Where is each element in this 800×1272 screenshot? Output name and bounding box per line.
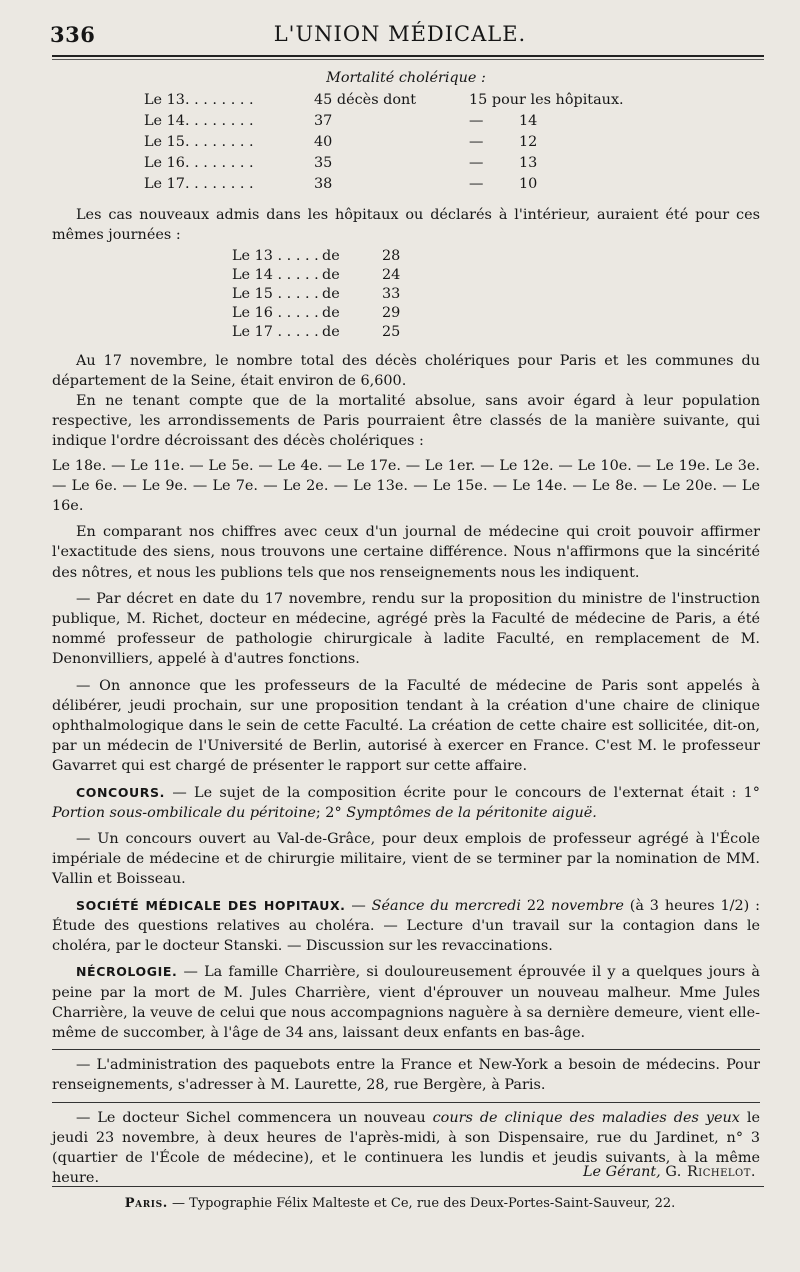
day-cell: Le 14 . . . . .	[232, 266, 319, 283]
gerant-signature	[583, 1164, 756, 1180]
paragraph-val-de-grace: — Un concours ouvert au Val-de-Grâce, pour deux emplois de professeur agrégé à l'École impériale de médecine et de chirurgie militaire, vient de se terminer par la nomination de MM. Vallin et Boisseau.	[52, 831, 760, 888]
concours-paragraph	[52, 783, 760, 823]
concours-subject-1: Portion sous-ombilicale du péritoine	[52, 804, 316, 821]
gerant-label: Le Gérant,	[583, 1164, 661, 1180]
paragraph-richet: — Par décret en date du 17 novembre, rendu sur la proposition du ministre de l'instruction publique, M. Richet, docteur en médecine, agrégé près la Faculté de médecine de Paris, a été nommé professeur de pathologie chirurgicale à ladite Faculté, en remplacement de M. Denonvilliers, appelé à d'autres fonctions.	[52, 590, 760, 668]
header-rule-thin	[52, 59, 764, 60]
de-cell: de	[322, 247, 340, 264]
day-cell: Le 17. . . . . . . .	[144, 176, 254, 193]
new-cases-row	[232, 303, 760, 322]
footer-text: — Typographie Félix Malteste et Ce, rue des Deux-Portes-Saint-Sauveur, 22.	[167, 1196, 676, 1211]
count-cell: 25	[382, 323, 401, 340]
mortality-row	[144, 111, 760, 132]
day-cell: Le 15 . . . . .	[232, 285, 319, 302]
new-cases-row	[232, 322, 760, 341]
necrologie-text: — La famille Charrière, si douloureusement éprouvée il y a quelques jours à peine par la mort de M. Jules Charrière, vient d'éprouver un nouveau malheur. Mme Jules Charrière, la veuve de celui que nous accompagnions naguère à sa dernière demeure, vient elle-même de succomber, à l'âge de 34 ans, laissant deux enfants en bas-âge.	[52, 964, 760, 1041]
dash-cell: —	[469, 113, 484, 130]
de-cell: de	[322, 304, 340, 321]
footer-rule	[52, 1186, 764, 1187]
count-cell: 29	[382, 304, 401, 321]
new-cases-row	[232, 246, 760, 265]
hospital-cell: 14	[519, 113, 538, 130]
paragraph-order: En ne tenant compte que de la mortalité absolue, sans avoir égard à leur population respective, les arrondissements de Paris pourraient être classés de la manière suivante, qui indique l'ordre décroissant des décès cholériques :	[52, 393, 760, 450]
new-cases-intro: Les cas nouveaux admis dans les hôpitaux ou déclarés à l'intérieur, auraient été pour ces mêmes journées :	[52, 207, 760, 244]
new-cases-row	[232, 265, 760, 284]
section-divider	[52, 1049, 760, 1050]
concours-subject-2: Symptômes de la péritonite aiguë.	[346, 804, 597, 821]
deaths-cell: 35	[314, 155, 333, 172]
article-body	[52, 68, 760, 1188]
sichel-text-a: — Le docteur Sichel commencera un nouveau	[76, 1109, 433, 1126]
count-cell: 28	[382, 247, 401, 264]
deaths-cell: 38	[314, 176, 333, 193]
hospital-cell: 12	[519, 134, 538, 151]
day-cell: Le 14. . . . . . . .	[144, 113, 254, 130]
hospital-cell: 15 pour les hôpitaux.	[469, 92, 624, 109]
hospital-cell: 13	[519, 155, 538, 172]
deaths-cell: 37	[314, 113, 333, 130]
new-cases-row	[232, 284, 760, 303]
journal-title: L'UNION MÉDICALE.	[273, 22, 527, 46]
necrologie-label: NÉCROLOGIE.	[76, 964, 178, 980]
hospital-cell: 10	[519, 176, 538, 193]
mortality-row	[144, 174, 760, 195]
de-cell: de	[322, 285, 340, 302]
concours-label: CONCOURS.	[76, 784, 165, 800]
new-cases-table	[232, 246, 760, 341]
mortality-table	[144, 90, 760, 195]
de-cell: de	[322, 323, 340, 340]
page-number: 336	[50, 22, 96, 47]
dash-cell: —	[469, 134, 484, 151]
mortality-heading: Mortalité cholérique :	[326, 70, 486, 86]
paragraph-ophthalmology: — On annonce que les professeurs de la Faculté de médecine de Paris sont appelés à délibérer, jeudi prochain, sur une proposition tendant à la création d'une chaire de clinique ophthalmologique dans le sein de cette Faculté. La création de cette chaire est sollicitée, dit-on, par un médecin de l'Université de Berlin, autorisé à exercer en France. C'est M. le professeur Gavarret qui est chargé de présenter le rapport sur cette affaire.	[52, 677, 760, 775]
gerant-name: G. Richelot.	[665, 1164, 756, 1180]
page-header	[40, 22, 760, 52]
societe-rest: (à 3 heures 1/2) : Étude des questions relatives au choléra. — Lecture d'un travail sur la contagion dans le choléra, par le docteur Stanski. — Discussion sur les revaccinations.	[52, 897, 761, 955]
societe-month: novembre	[551, 897, 624, 914]
paragraph-compare: En comparant nos chiffres avec ceux d'un journal de médecine qui croit pouvoir affirmer l'exactitude des siens, nous trouvons une certaine différence. Nous n'affirmons que la sincérité des nôtres, et nous les publions tels que nos renseignements nous les indiquent.	[52, 524, 760, 581]
societe-label: SOCIÉTÉ MÉDICALE DES HOPITAUX.	[76, 897, 346, 913]
count-cell: 33	[382, 285, 401, 302]
paragraph-paquebots: — L'administration des paquebots entre la France et New-York a besoin de médecins. Pour renseignements, s'adresser à M. Laurette, 28, rue Bergère, à Paris.	[52, 1057, 760, 1094]
sichel-text-b: le jeudi 23 novembre, à deux heures de l'après-midi, à son Dispensaire, rue du Jardinet, n° 3 (quartier de l'École de médecine), et le continuera les lundis et jeudis suivants, à la même heure.	[52, 1109, 760, 1187]
footer-city: Paris.	[124, 1196, 168, 1211]
printer-footer	[0, 1196, 800, 1211]
section-divider	[52, 1102, 760, 1103]
count-cell: 24	[382, 266, 401, 283]
arrondissement-list: Le 18e. — Le 11e. — Le 5e. — Le 4e. — Le 17e. — Le 1er. — Le 12e. — Le 10e. — Le 19e. Le 3e. — Le 6e. — Le 9e. — Le 7e. — Le 2e. — Le 13e. — Le 15e. — Le 14e. — Le 8e. — Le 20e. — Le 16e.	[52, 457, 760, 515]
societe-seance: Séance du mercredi	[371, 897, 521, 914]
header-rule	[52, 55, 764, 57]
mortality-row	[144, 153, 760, 174]
sichel-course: cours de clinique des maladies des yeux	[432, 1109, 740, 1126]
deaths-cell: 45 décès dont	[314, 92, 417, 109]
deaths-cell: 40	[314, 134, 333, 151]
concours-text-b: ; 2°	[315, 804, 347, 821]
day-cell: Le 17 . . . . .	[232, 323, 319, 340]
day-cell: Le 13. . . . . . . .	[144, 92, 254, 109]
necrologie-paragraph	[52, 962, 760, 1043]
day-cell: Le 16. . . . . . . .	[144, 155, 254, 172]
societe-dash: —	[345, 897, 372, 914]
day-cell: Le 13 . . . . .	[232, 247, 319, 264]
mortality-row	[144, 132, 760, 153]
day-cell: Le 16 . . . . .	[232, 304, 319, 321]
de-cell: de	[322, 266, 340, 283]
day-cell: Le 15. . . . . . . .	[144, 134, 254, 151]
dash-cell: —	[469, 155, 484, 172]
societe-paragraph	[52, 896, 760, 957]
mortality-row	[144, 90, 760, 111]
societe-date: 22	[521, 897, 552, 914]
dash-cell: —	[469, 176, 484, 193]
paragraph-total: Au 17 novembre, le nombre total des décès cholériques pour Paris et les communes du département de la Seine, était environ de 6,600.	[52, 352, 760, 389]
concours-text-a: — Le sujet de la composition écrite pour le concours de l'externat était : 1°	[165, 784, 760, 801]
